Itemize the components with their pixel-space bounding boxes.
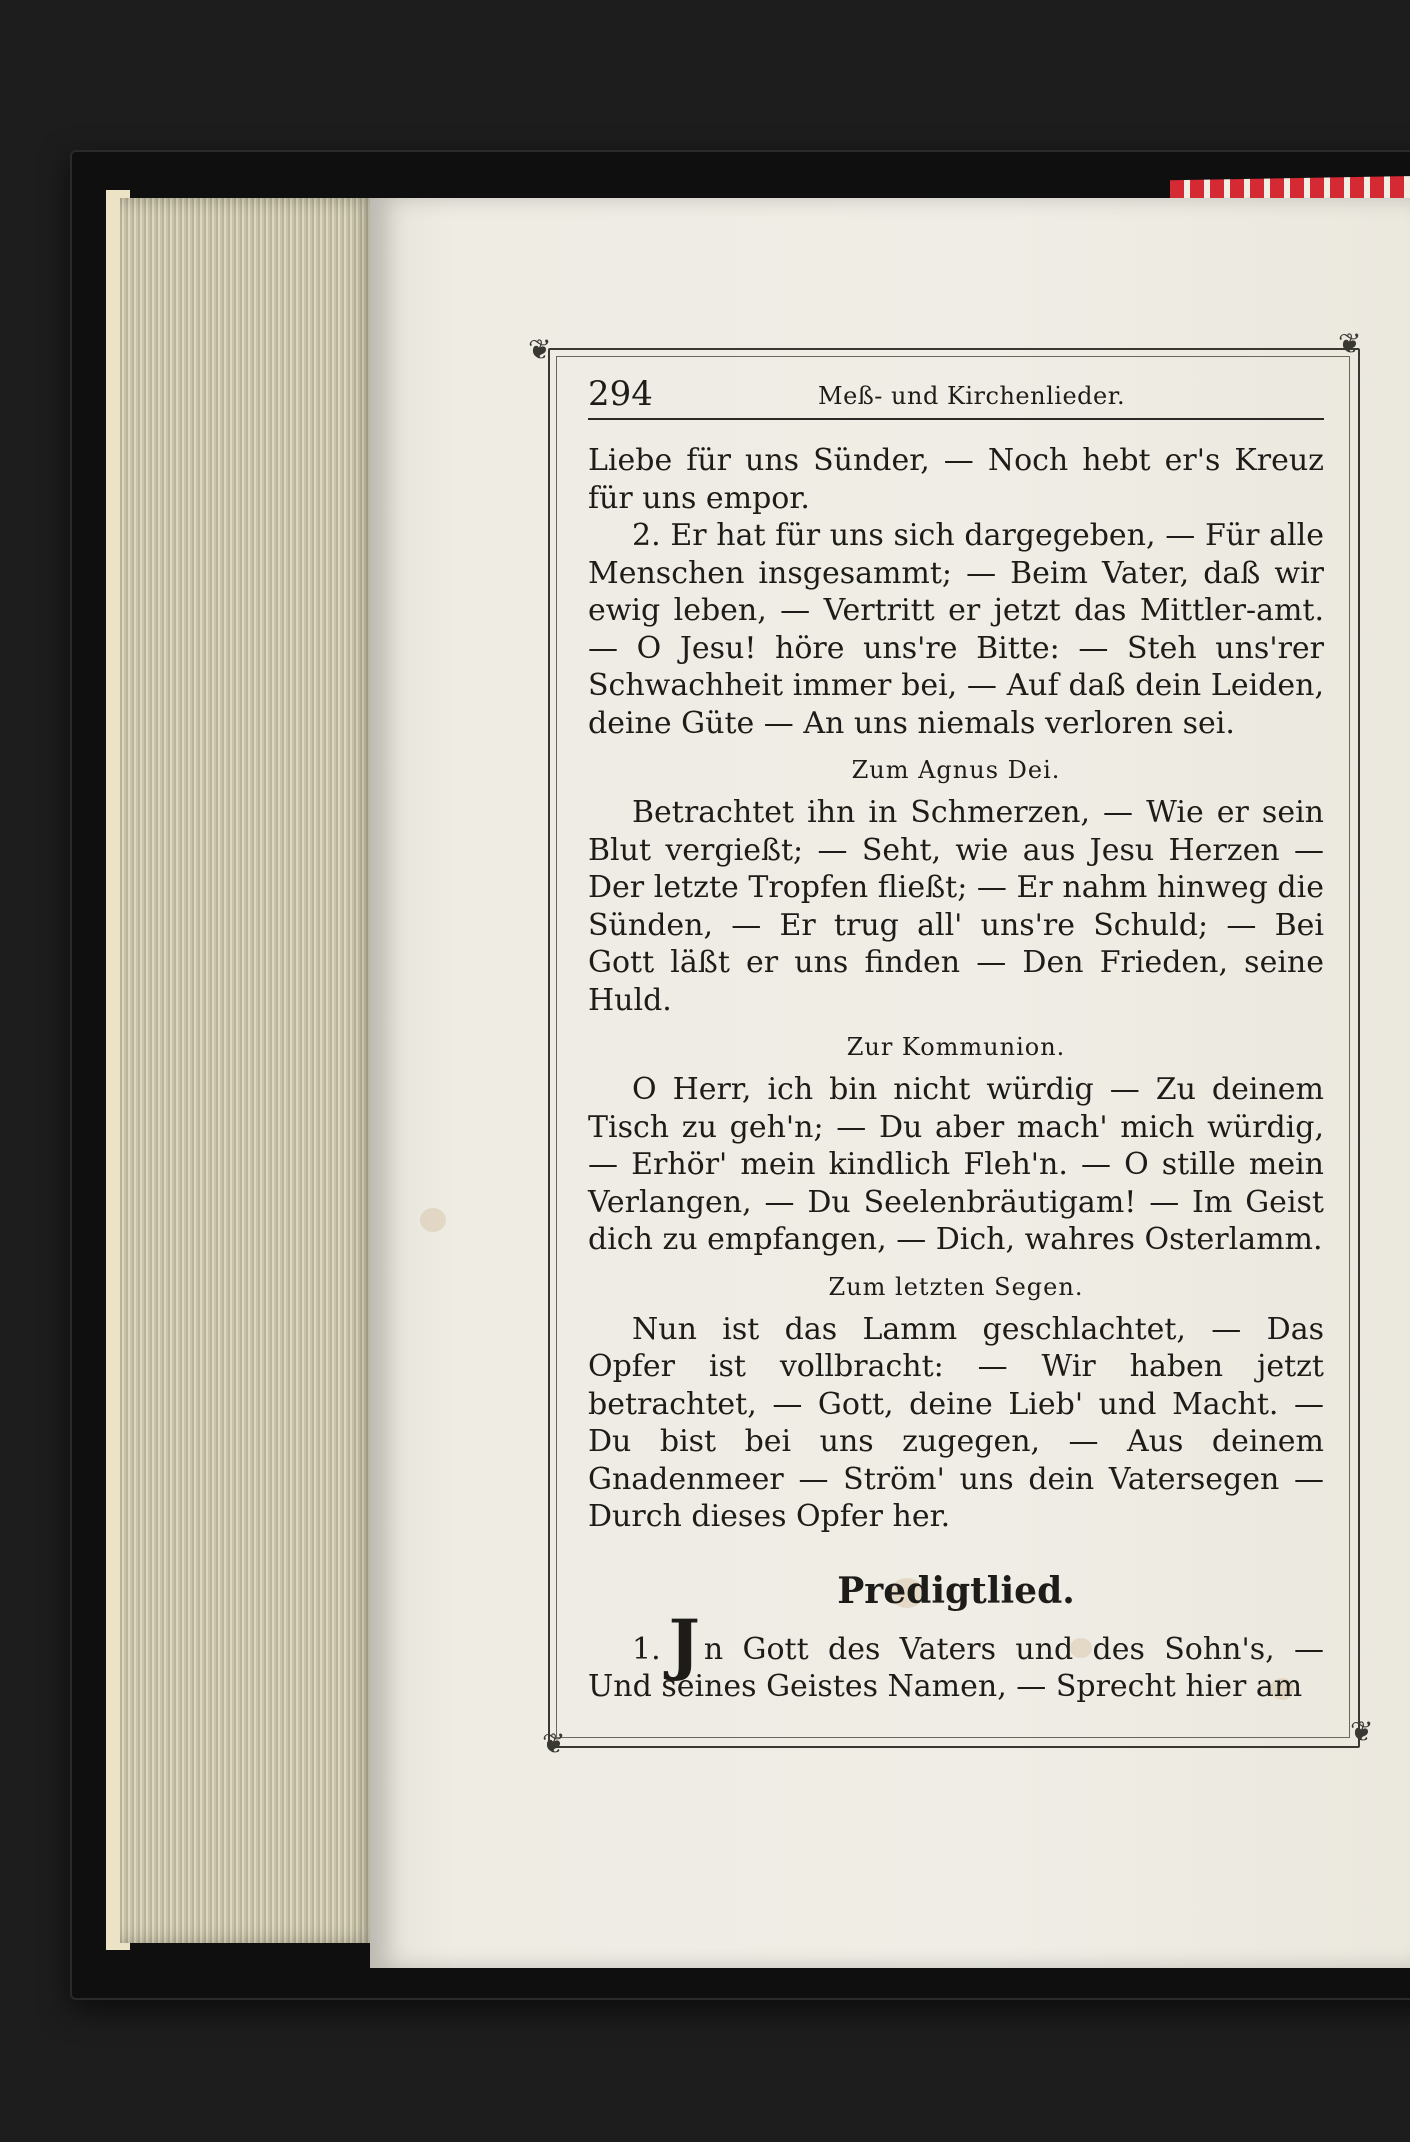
section-heading-kommunion: Zur Kommunion. — [846, 1033, 1066, 1061]
section-text-agnus-dei: Betrachtet ihn in Schmerzen, — Wie er sein Blut vergießt; — Seht, wie aus Jesu Herzen — Der letzte Tropfen fließt; — Er nahm hinweg die Sünden, — Er trug all' uns're Schuld; — Bei Gott läßt er uns finden — Den Frieden, seine Huld. — [588, 795, 1324, 1018]
section-heading-agnus-dei: Zum Agnus Dei. — [851, 756, 1061, 784]
paragraph-verse-2: 2. Er hat für uns sich dargegeben, — Für alle Menschen insgesammt; — Beim Vater, daß wir ewig leben, — Vertritt er jetzt das Mittler-amt. — O Jesu! höre uns're Bitte: — Steh uns'rer Schwachheit immer bei, — Auf daß dein Leiden, deine Güte — An uns niemals verloren sei. — [588, 518, 1324, 741]
paragraph-continuation: Liebe für uns Sünder, — Noch hebt er's Kreuz für uns empor. — [588, 443, 1324, 516]
section-text-kommunion: O Herr, ich bin nicht würdig — Zu deinem Tisch zu geh'n; — Du aber mach' mich würdig, — Erhör' mein kindlich Fleh'n. — O stille mein Verlangen, — Du Seelenbräutigam! — Im Geist dich zu empfangen, — Dich, wahres Osterlamm. — [588, 1072, 1324, 1257]
foxing-spot — [420, 1208, 446, 1232]
section-heading-letzter-segen: Zum letzten Segen. — [828, 1272, 1084, 1301]
predigtlied-body: n Gott des Vaters und des Sohn's, — Und seines Geistes Namen, — Sprecht hier am — [588, 1631, 1324, 1704]
page-header — [588, 372, 1324, 420]
verse-number: 1. — [632, 1631, 661, 1667]
frame-corner-ornament-icon: ❦ — [1350, 1715, 1374, 1748]
section-heading-predigtlied: Predigtlied. — [837, 1569, 1075, 1612]
frame-corner-ornament-icon: ❦ — [528, 333, 552, 366]
predigtlied-text — [588, 1604, 1324, 1706]
page-content — [588, 372, 1324, 1706]
page-number: 294 — [588, 374, 653, 414]
drop-cap: J — [668, 1604, 700, 1683]
running-head: Meß- und Kirchenlieder. — [818, 382, 1126, 410]
frame-corner-ornament-icon: ❦ — [1338, 327, 1362, 360]
page-block-edge — [120, 198, 380, 1943]
frame-corner-ornament-icon: ❦ — [542, 1727, 566, 1760]
section-text-letzter-segen: Nun ist das Lamm geschlachtet, — Das Opfer ist vollbracht: — Wir haben jetzt betrachtet, — Gott, deine Lieb' und Macht. — Du bist bei uns zugegen, — Aus deinem Gnadenmeer — Ström' uns dein Vatersegen — Durch dieses Opfer her. — [588, 1311, 1324, 1534]
